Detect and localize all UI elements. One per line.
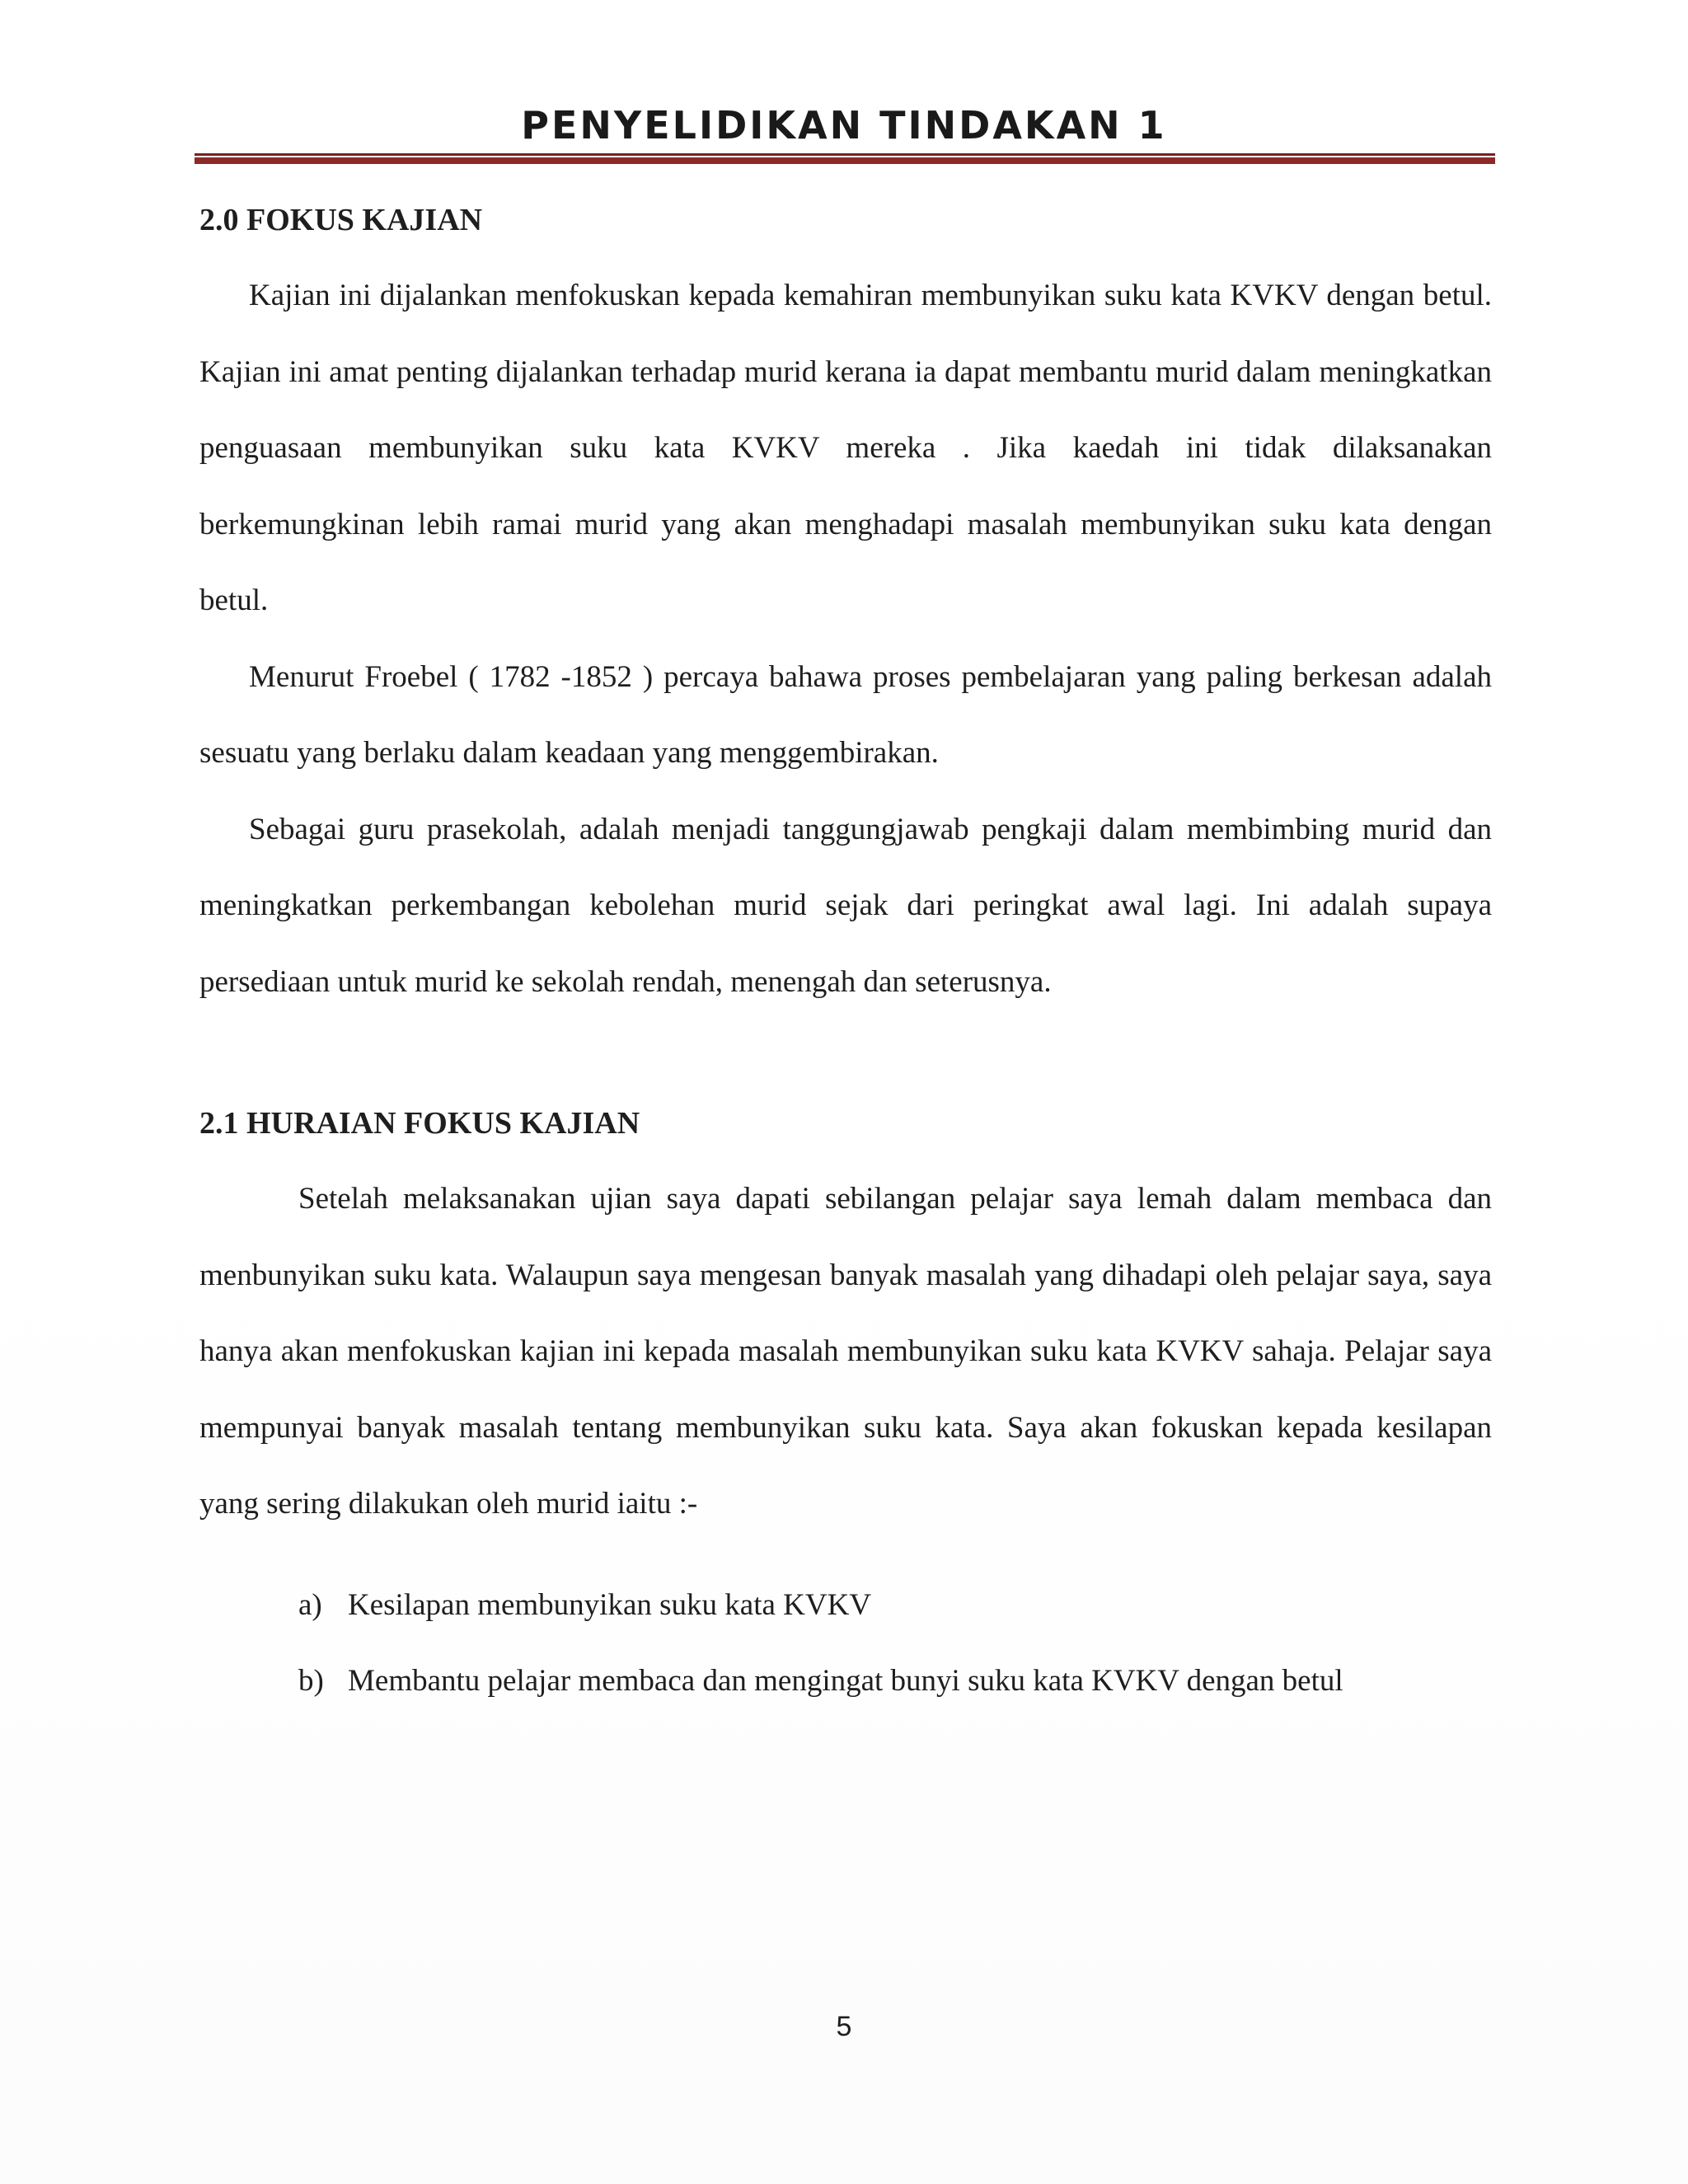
paragraph-fokus-1: Kajian ini dijalankan menfokuskan kepada kemahiran membunyikan suku kata KVKV dengan betul. Kajian ini amat penting dijalankan terhadap murid kerana ia dapat membantu murid dalam meningkatkan penguasaan membunyikan suku kata KVKV mereka . Jika kaedah ini tidak dilaksanakan berkemungkinan lebih ramai murid yang akan menghadapi masalah membunyikan suku kata dengan betul.	[199, 279, 1492, 617]
list-item-marker: a)	[298, 1587, 322, 1622]
document-body	[199, 191, 1492, 1719]
running-header-title: PENYELIDIKAN TINDAKAN 1	[521, 103, 1167, 148]
list-item	[298, 1568, 1492, 1643]
paragraph-fokus-2: Menurut Froebel ( 1782 -1852 ) percaya bahawa proses pembelajaran yang paling berkesan adalah sesuatu yang berlaku dalam keadaan yang menggembirakan.	[199, 659, 1492, 770]
list-item-text: Membantu pelajar membaca dan mengingat bunyi suku kata KVKV dengan betul	[348, 1663, 1343, 1698]
focus-list	[199, 1568, 1492, 1719]
section-heading-huraian-fokus-kajian: 2.1 HURAIAN FOKUS KAJIAN	[199, 1106, 640, 1141]
header-rule	[195, 153, 1495, 165]
list-item-text: Kesilapan membunyikan suku kata KVKV	[348, 1587, 872, 1622]
list-item-marker: b)	[298, 1663, 324, 1698]
header-rule-thick-line	[195, 157, 1495, 164]
paragraph-fokus-3: Sebagai guru prasekolah, adalah menjadi tanggungjawab pengkaji dalam membimbing murid dan meningkatkan perkembangan kebolehan murid sejak dari peringkat awal lagi. Ini adalah supaya persediaan untuk murid ke sekolah rendah, menengah dan seterusnya.	[199, 812, 1492, 999]
header-rule-thin-line	[195, 153, 1495, 156]
list-item	[298, 1643, 1492, 1719]
paragraph-huraian-1: Setelah melaksanakan ujian saya dapati sebilangan pelajar saya lemah dalam membaca dan menbunyikan suku kata. Walaupun saya mengesan banyak masalah yang dihadapi oleh pelajar saya, saya hanya akan menfokuskan kajian ini kepada masalah membunyikan suku kata KVKV sahaja. Pelajar saya mempunyai banyak masalah tentang membunyikan suku kata. Saya akan fokuskan kepada kesilapan yang sering dilakukan oleh murid iaitu :-	[199, 1182, 1492, 1521]
section-heading-fokus-kajian: 2.0 FOKUS KAJIAN	[199, 203, 483, 237]
page-number: 5	[836, 2011, 852, 2042]
